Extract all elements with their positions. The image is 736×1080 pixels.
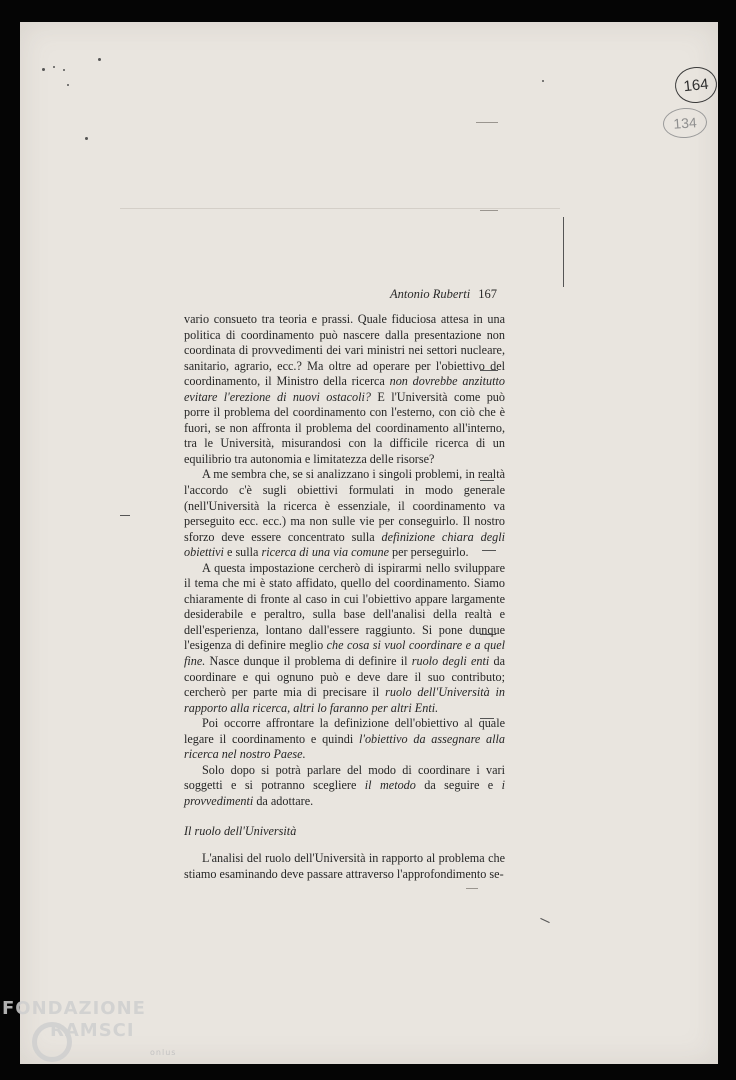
- speck: [85, 137, 88, 140]
- speck: [63, 69, 65, 71]
- paragraph-1: vario consueto tra teoria e prassi. Quale fiduciosa attesa in una politica di coordinamento può nascere dalla presentazione non coordinata di provvedimenti dei vari ministri nei settori nucleare, sanitario, agrario, ecc.? Ma oltre ad operare per l'obiettivo del coordinamento, il Ministro della ricerca non dovrebbe anzitutto evitare l'erezione di nuovi ostacoli? E l'Università come può porre il problema del coordinamento con l'esterno, con ciò che è fuori, se non affronta il problema del coordinamento all'interno, tra le Università, misurandosi con la difficile ricerca di un equilibrio tra autonomia e limitatezza delle risorse?: [184, 312, 505, 466]
- spacer: [184, 839, 505, 851]
- fondazione-gramsci-watermark: [2, 998, 176, 1064]
- scan-line: [466, 888, 478, 889]
- speck: [42, 68, 45, 71]
- scan-line: [476, 122, 498, 123]
- paragraph-3: A questa impostazione cercherò di ispirarmi nello sviluppare il tema che mi è stato affidato, quello del coordinamento. Siamo chiaramente di fronte al caso in cui l'obiettivo appare largamente desiderabile e peraltro, sulla base dell'analisi della realtà e dell'esperienza, lontano dall'essere raggiunto. Si pone dunque l'esigenza di definire meglio che cosa si vuol coordinare e a quel fine. Nasce dunque il problema di definire il ruolo degli enti da coordinare e qui ognuno può e deve dare il suo contributo; cercherò per parte mia di precisare il ruolo dell'Università in rapporto alla ricerca, altri lo faranno per altri Enti.: [184, 560, 505, 715]
- page-number: 167: [478, 287, 497, 301]
- speck: [53, 66, 55, 68]
- speck: [542, 80, 544, 82]
- spacer: [184, 810, 505, 824]
- archive-number-circled: [673, 65, 719, 105]
- scan-line: [120, 515, 130, 516]
- paragraph-4: Poi occorre affrontare la definizione dell'obiettivo al quale legare il coordinamento e quindi l'obiettivo da assegnare alla ricerca nel nostro Paese.: [184, 716, 505, 762]
- watermark-g-logo-icon: [32, 1022, 72, 1062]
- running-head-author: Antonio Ruberti: [390, 287, 471, 301]
- speck: [98, 58, 101, 61]
- watermark-line-2: RAMSCI: [50, 1020, 135, 1041]
- watermark-onlus: onlus: [150, 1048, 177, 1057]
- scan-line: [540, 918, 549, 923]
- paragraph-2: A me sembra che, se si analizzano i singoli problemi, in realtà l'accordo c'è sugli obiettivi formulati in modo generale (nell'Università la ricerca è essenziale, il coordinamento va perseguito ecc. ecc.) ma non sulle vie per conseguirlo. Il nostro sforzo deve essere concentrato sulla definizione chiara degli obiettivi e sulla ricerca di una via comune per perseguirlo.: [184, 467, 505, 560]
- document-page: [20, 22, 718, 1064]
- body-text: [184, 312, 505, 882]
- watermark-line-1: FONDAZIONE: [2, 998, 146, 1019]
- speck: [67, 84, 69, 86]
- paragraph-5: Solo dopo si potrà parlare del modo di coordinare i vari soggetti e si potranno scegliere il metodo da seguire e i provvedimenti da adottare.: [184, 762, 505, 808]
- archive-number-faded: [662, 107, 708, 140]
- scan-line: [120, 208, 560, 209]
- section-heading: Il ruolo dell'Università: [184, 823, 297, 838]
- archive-number-faded-text: 134: [672, 114, 698, 132]
- running-head: [390, 287, 497, 302]
- scan-line: [563, 217, 564, 287]
- archive-number-text: 164: [682, 75, 710, 95]
- paragraph-6: L'analisi del ruolo dell'Università in rapporto al problema che stiamo esaminando deve passare attraverso l'approfondimento se-: [184, 851, 505, 881]
- scan-line: [480, 210, 498, 211]
